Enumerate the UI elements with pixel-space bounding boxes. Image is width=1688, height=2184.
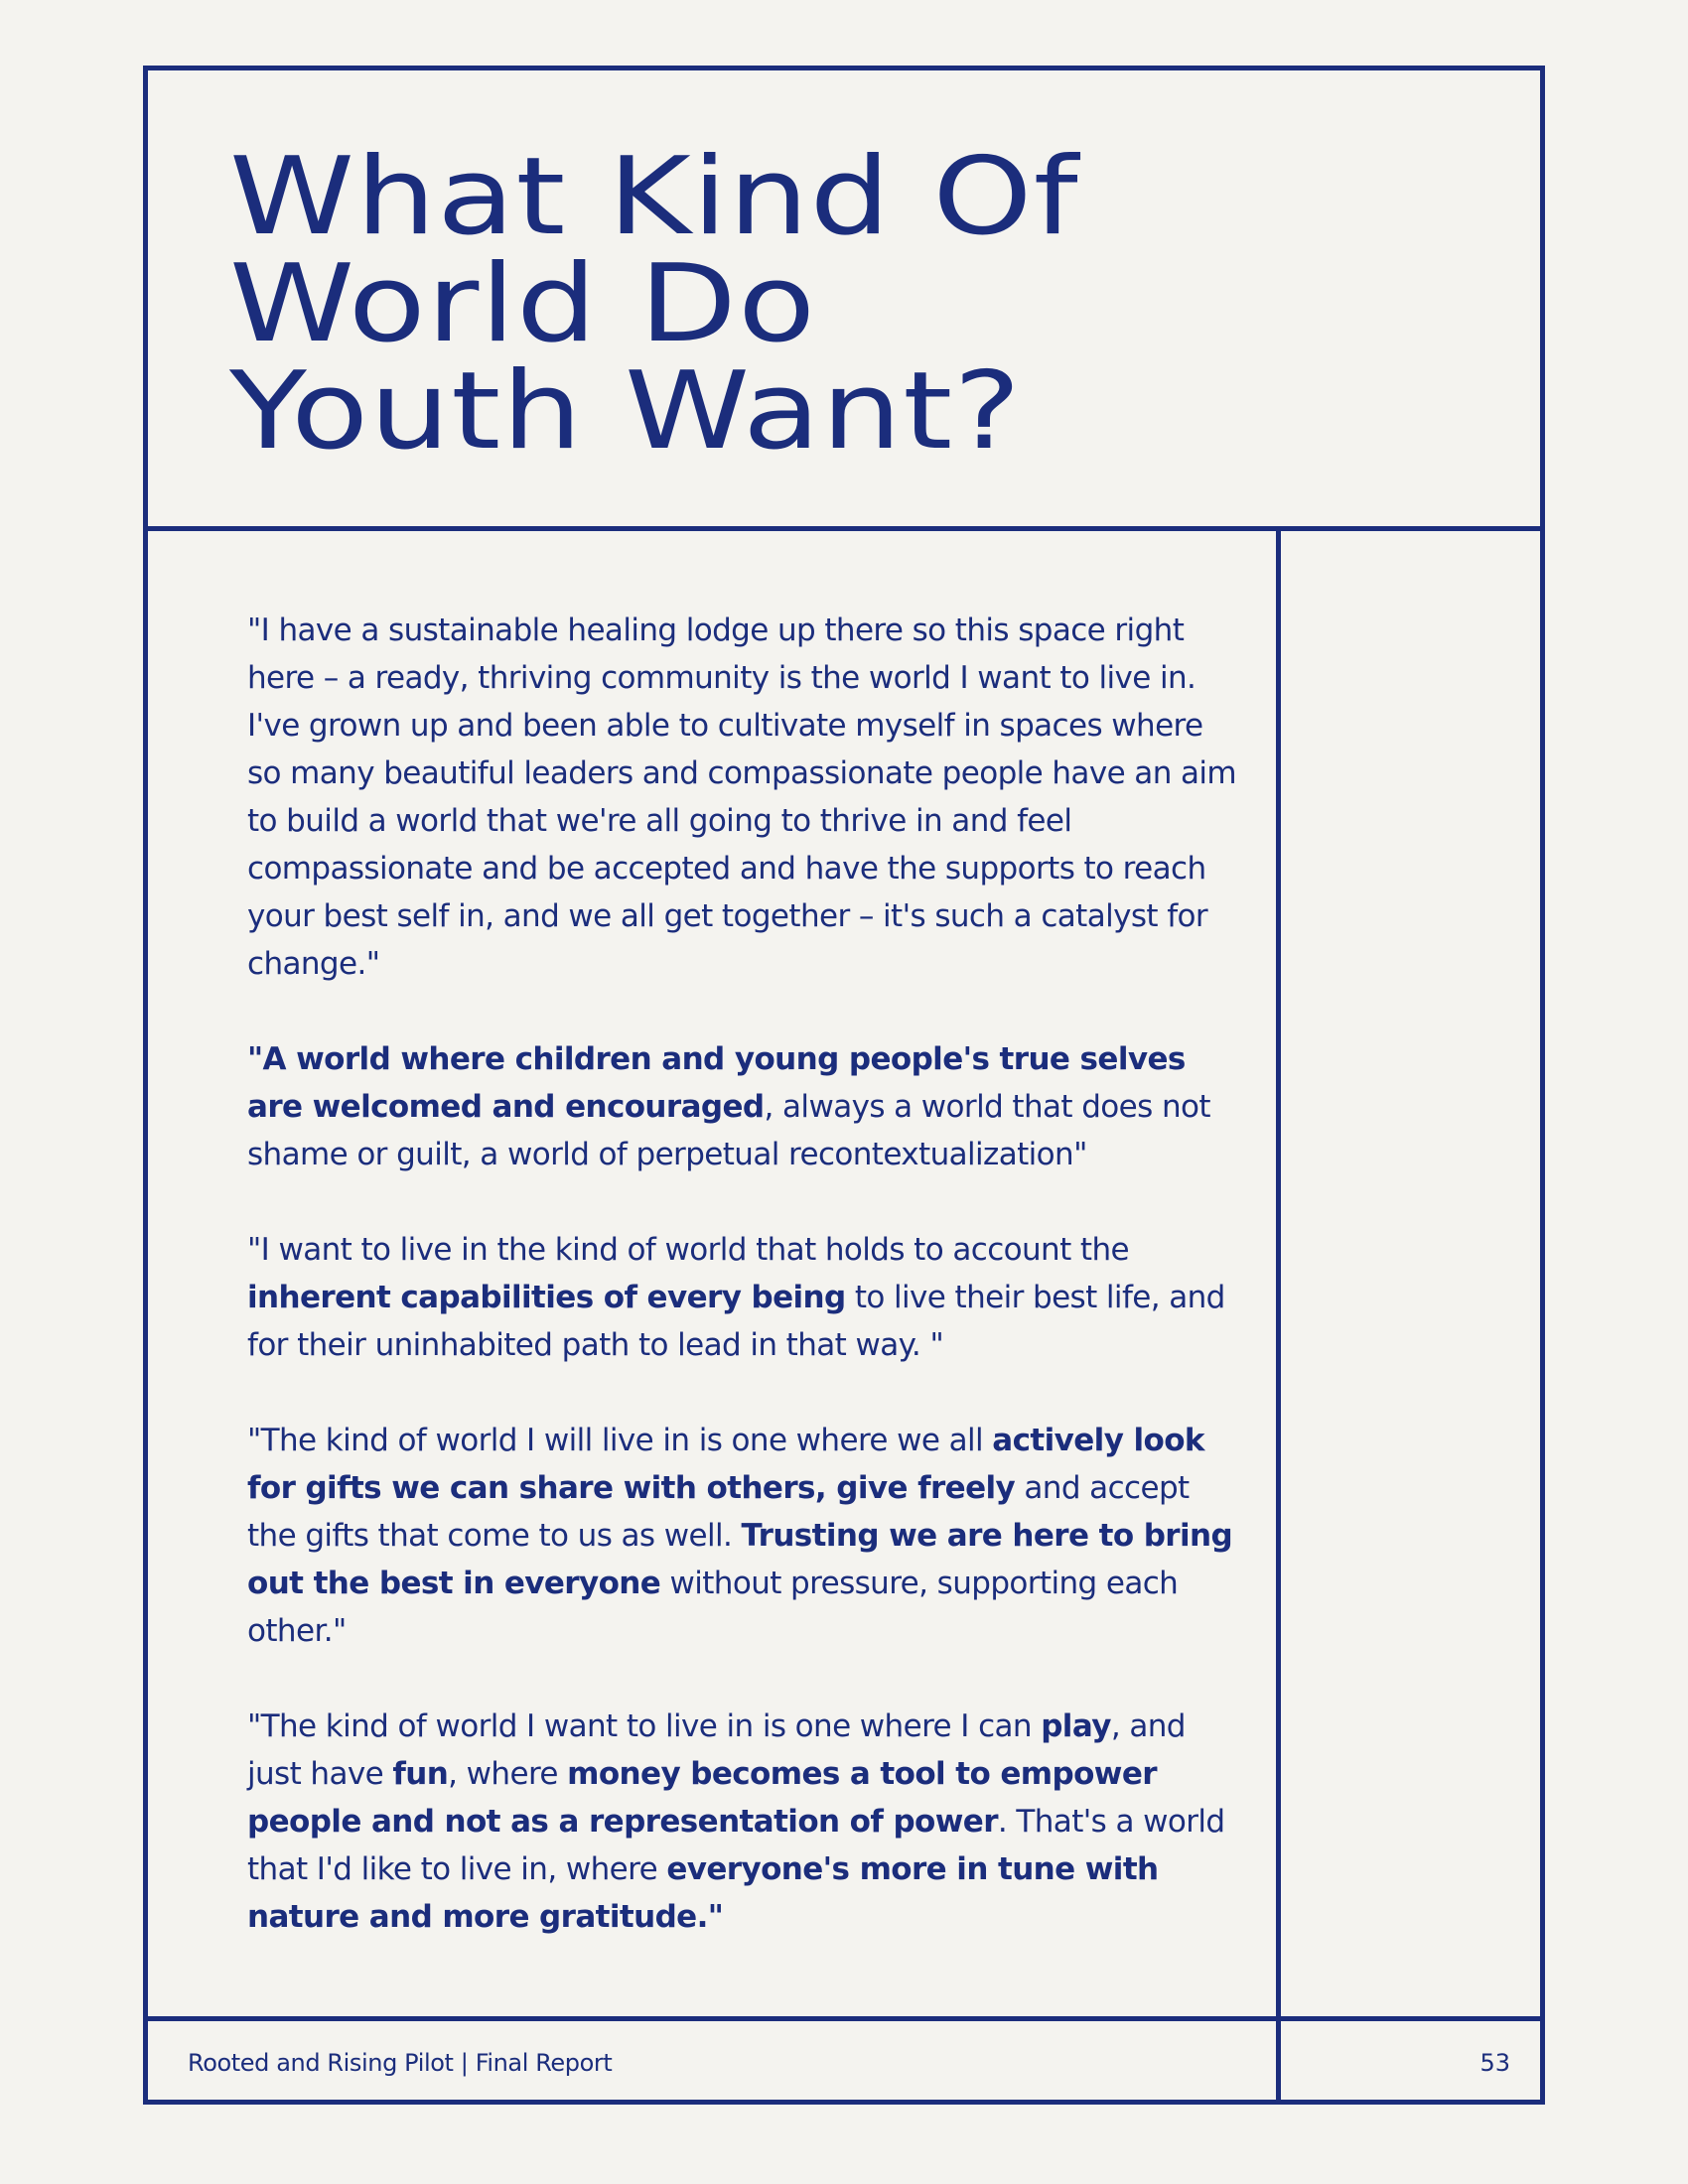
quote-text: without pressure, supporting each other." [247,1566,1179,1649]
quote-emphasis: fun [392,1756,449,1792]
quote-paragraph [247,1417,1240,1655]
quote-emphasis: "A world where children and young people's true selves are welcomed and encouraged [247,1041,1186,1125]
quote-text: "The kind of world I will live in is one where we all [247,1423,993,1458]
quote-text: , and just have [247,1708,1186,1792]
footer-divider [148,2016,1540,2021]
quote-emphasis: inherent capabilities of every being [247,1280,846,1315]
quote-text: to live their best life, and for their uninhabited path to lead in that way. " [247,1280,1225,1363]
quote-text: "I want to live in the kind of world that holds to account the [247,1232,1129,1268]
quote-text: , always a world that does not shame or guilt, a world of perpetual recontextualization" [247,1089,1210,1172]
quote-paragraph [247,1035,1240,1178]
header-divider [148,526,1540,531]
footer-report-name: Rooted and Rising Pilot | Final Report [188,2049,613,2077]
quote-text: , where [448,1756,568,1792]
quote-text: "The kind of world I want to live in is one where I can [247,1708,1042,1744]
quote-list [247,607,1240,1988]
page-number: 53 [1479,2049,1510,2077]
quote-emphasis: money becomes a tool to empower people and not as a representation of power [247,1756,1157,1840]
page-title [229,135,1635,474]
column-divider [1276,526,1281,2100]
quote-text: . That's a world that I'd like to live in, where [247,1804,1225,1887]
page-frame [143,66,1545,2105]
quote-paragraph [247,607,1240,988]
quote-emphasis: actively look for gifts we can share with others, give freely [247,1423,1204,1506]
quote-paragraph [247,1703,1240,1941]
quote-paragraph [247,1226,1240,1369]
quote-emphasis: play [1041,1708,1111,1744]
title-line: World Do [229,242,817,366]
title-line: What Kind Of [229,135,1079,259]
quote-emphasis: everyone's more in tune with nature and more gratitude." [247,1851,1159,1935]
quote-text: "I have a sustainable healing lodge up there so this space right here – a ready, thriving community is the world I want to live in. I've grown up and been able to cultivate myself in spaces where so many beautiful leaders and compassionate people have an aim to build a world that we're all going to thrive in and feel compassionate and be accepted and have the supports to reach your best self in, and we all get together – it's such a catalyst for change." [247,613,1237,982]
title-line: Youth Want? [229,349,1023,474]
quote-emphasis: Trusting we are here to bring out the best in everyone [247,1518,1233,1601]
quote-text: and accept the gifts that come to us as well. [247,1470,1190,1554]
